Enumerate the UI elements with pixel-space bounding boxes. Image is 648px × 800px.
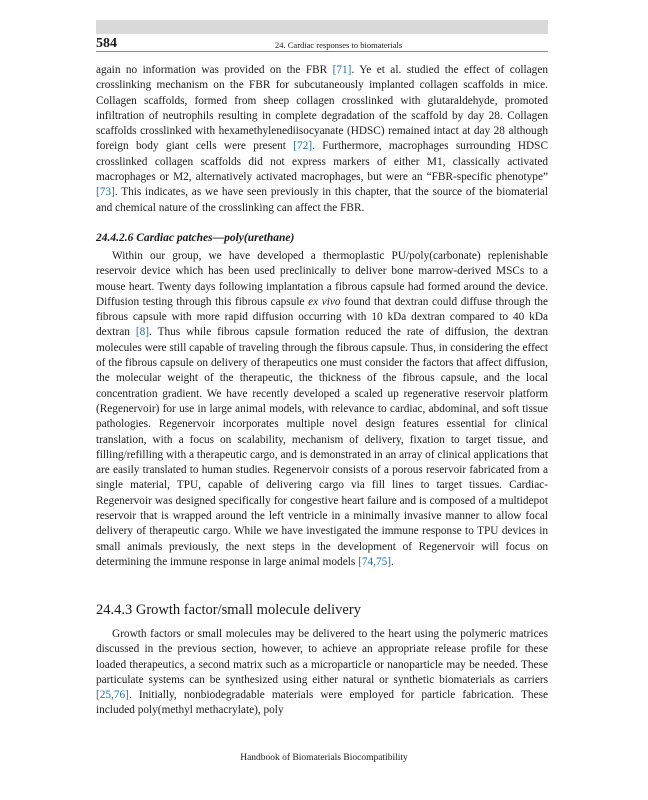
subsection-heading: 24.4.2.6 Cardiac patches—poly(urethane) (96, 232, 295, 244)
citation-link[interactable]: [72] (293, 140, 313, 153)
citation-link[interactable]: [25,76] (96, 689, 129, 702)
paragraph-fbr-collagen: again no information was provided on the FBR [71]. Ye et al. studied the effect of collagen crosslinking mechanism on the FBR for subcutaneously implanted collagen scaffolds in mice. Collagen scaffolds, formed from sheep collagen crosslinked with glutaraldehyde, promoted infiltration of neutrophils resulting in complete degradation of the scaffold by day 28. Collagen scaffolds crosslinked with hexamethylenediisocyanate (HDSC) remained intact at day 28 although foreign body giant cells were present [72]. Furthermore, macrophages surrounding HDSC crosslinked collagen scaffolds did not express markers of either M1, classically activated macrophages or M2, alternatively activated macrophages, but were an “FBR-specific phenotype” [73]. This indicates, as we have seen previously in this chapter, that the source of the biomaterial and chemical nature of the crosslinking can affect the FBR. (96, 64, 548, 214)
section-heading: 24.4.3 Growth factor/small molecule delivery (96, 602, 361, 618)
citation-link[interactable]: [74,75] (358, 555, 392, 568)
page-number: 584 (96, 36, 117, 51)
footer-book-title: Handbook of Biomaterials Biocompatibility (240, 753, 408, 763)
running-head: 24. Cardiac responses to biomaterials (275, 40, 403, 50)
header-band (96, 20, 548, 34)
citation-link[interactable]: [71] (332, 64, 352, 76)
citation-link[interactable]: [73] (96, 186, 115, 199)
citation-link[interactable]: [8] (135, 326, 150, 339)
header-rule (96, 51, 548, 52)
paragraph-growth-factor: Growth factors or small molecules may be delivered to the heart using the polymeric matrices discussed in the previous section, however, to achieve an appropriate release profile for these loaded therapeutics, a second matrix such as a microparticle or nanoparticle may be needed. These particulate systems can be synthesized using either natural or synthetic biomaterials as carriers [25,76]. Initially, nonbiodegradable materials were employed for particle fabrication. These included poly(methyl methacrylate), poly (96, 628, 548, 717)
paragraph-cardiac-patches: Within our group, we have developed a thermoplastic PU/poly(carbonate) replenishable reservoir device which has been used preclinically to deliver bone marrow-derived MSCs to a mouse heart. Twenty days following implantation a fibrous capsule had formed around the device. Diffusion testing through this fibrous capsule ex vivo found that dextran could diffuse through the fibrous capsule with more rapid diffusion occurring with 10 kDa dextran compared to 40 kDa dextran [8]. Thus while fibrous capsule formation reduced the rate of diffusion, the dextran molecules were still capable of traveling through the fibrous capsule. Thus, in considering the effect of the fibrous capsule on delivery of therapeutics one must consider the factors that affect diffusion, the molecular weight of the therapeutic, the thickness of the fibrous capsule, and the local concentration gradient. We have recently developed a scaled up regenerative reservoir platform (Regenervoir) for use in large animal models, with relevance to cardiac, abdominal, and soft tissue pathologies. Regenervoir incorporates multiple novel design features essential for clinical translation, with a focus on scalability, mechanism of delivery, fixation to target tissue, and filling/refilling with a therapeutic cargo, and is demonstrated in an array of clinical applications that are easily translated to human studies. Regenervoir consists of a porous reservoir fabricated from a single material, TPU, capable of delivering cargo via fill lines to target tissues. Cardiac-Regenervoir was designed specifically for congestive heart failure and is composed of a multidepot reservoir that is wrapped around the left ventricle in a minimally invasive manner to allow focal delivery of therapeutic cargo. While we have investigated the immune response to TPU devices in small animals previously, the next steps in the development of Regenervoir will focus on determining the immune response in large animal models [74,75]. (96, 250, 549, 568)
